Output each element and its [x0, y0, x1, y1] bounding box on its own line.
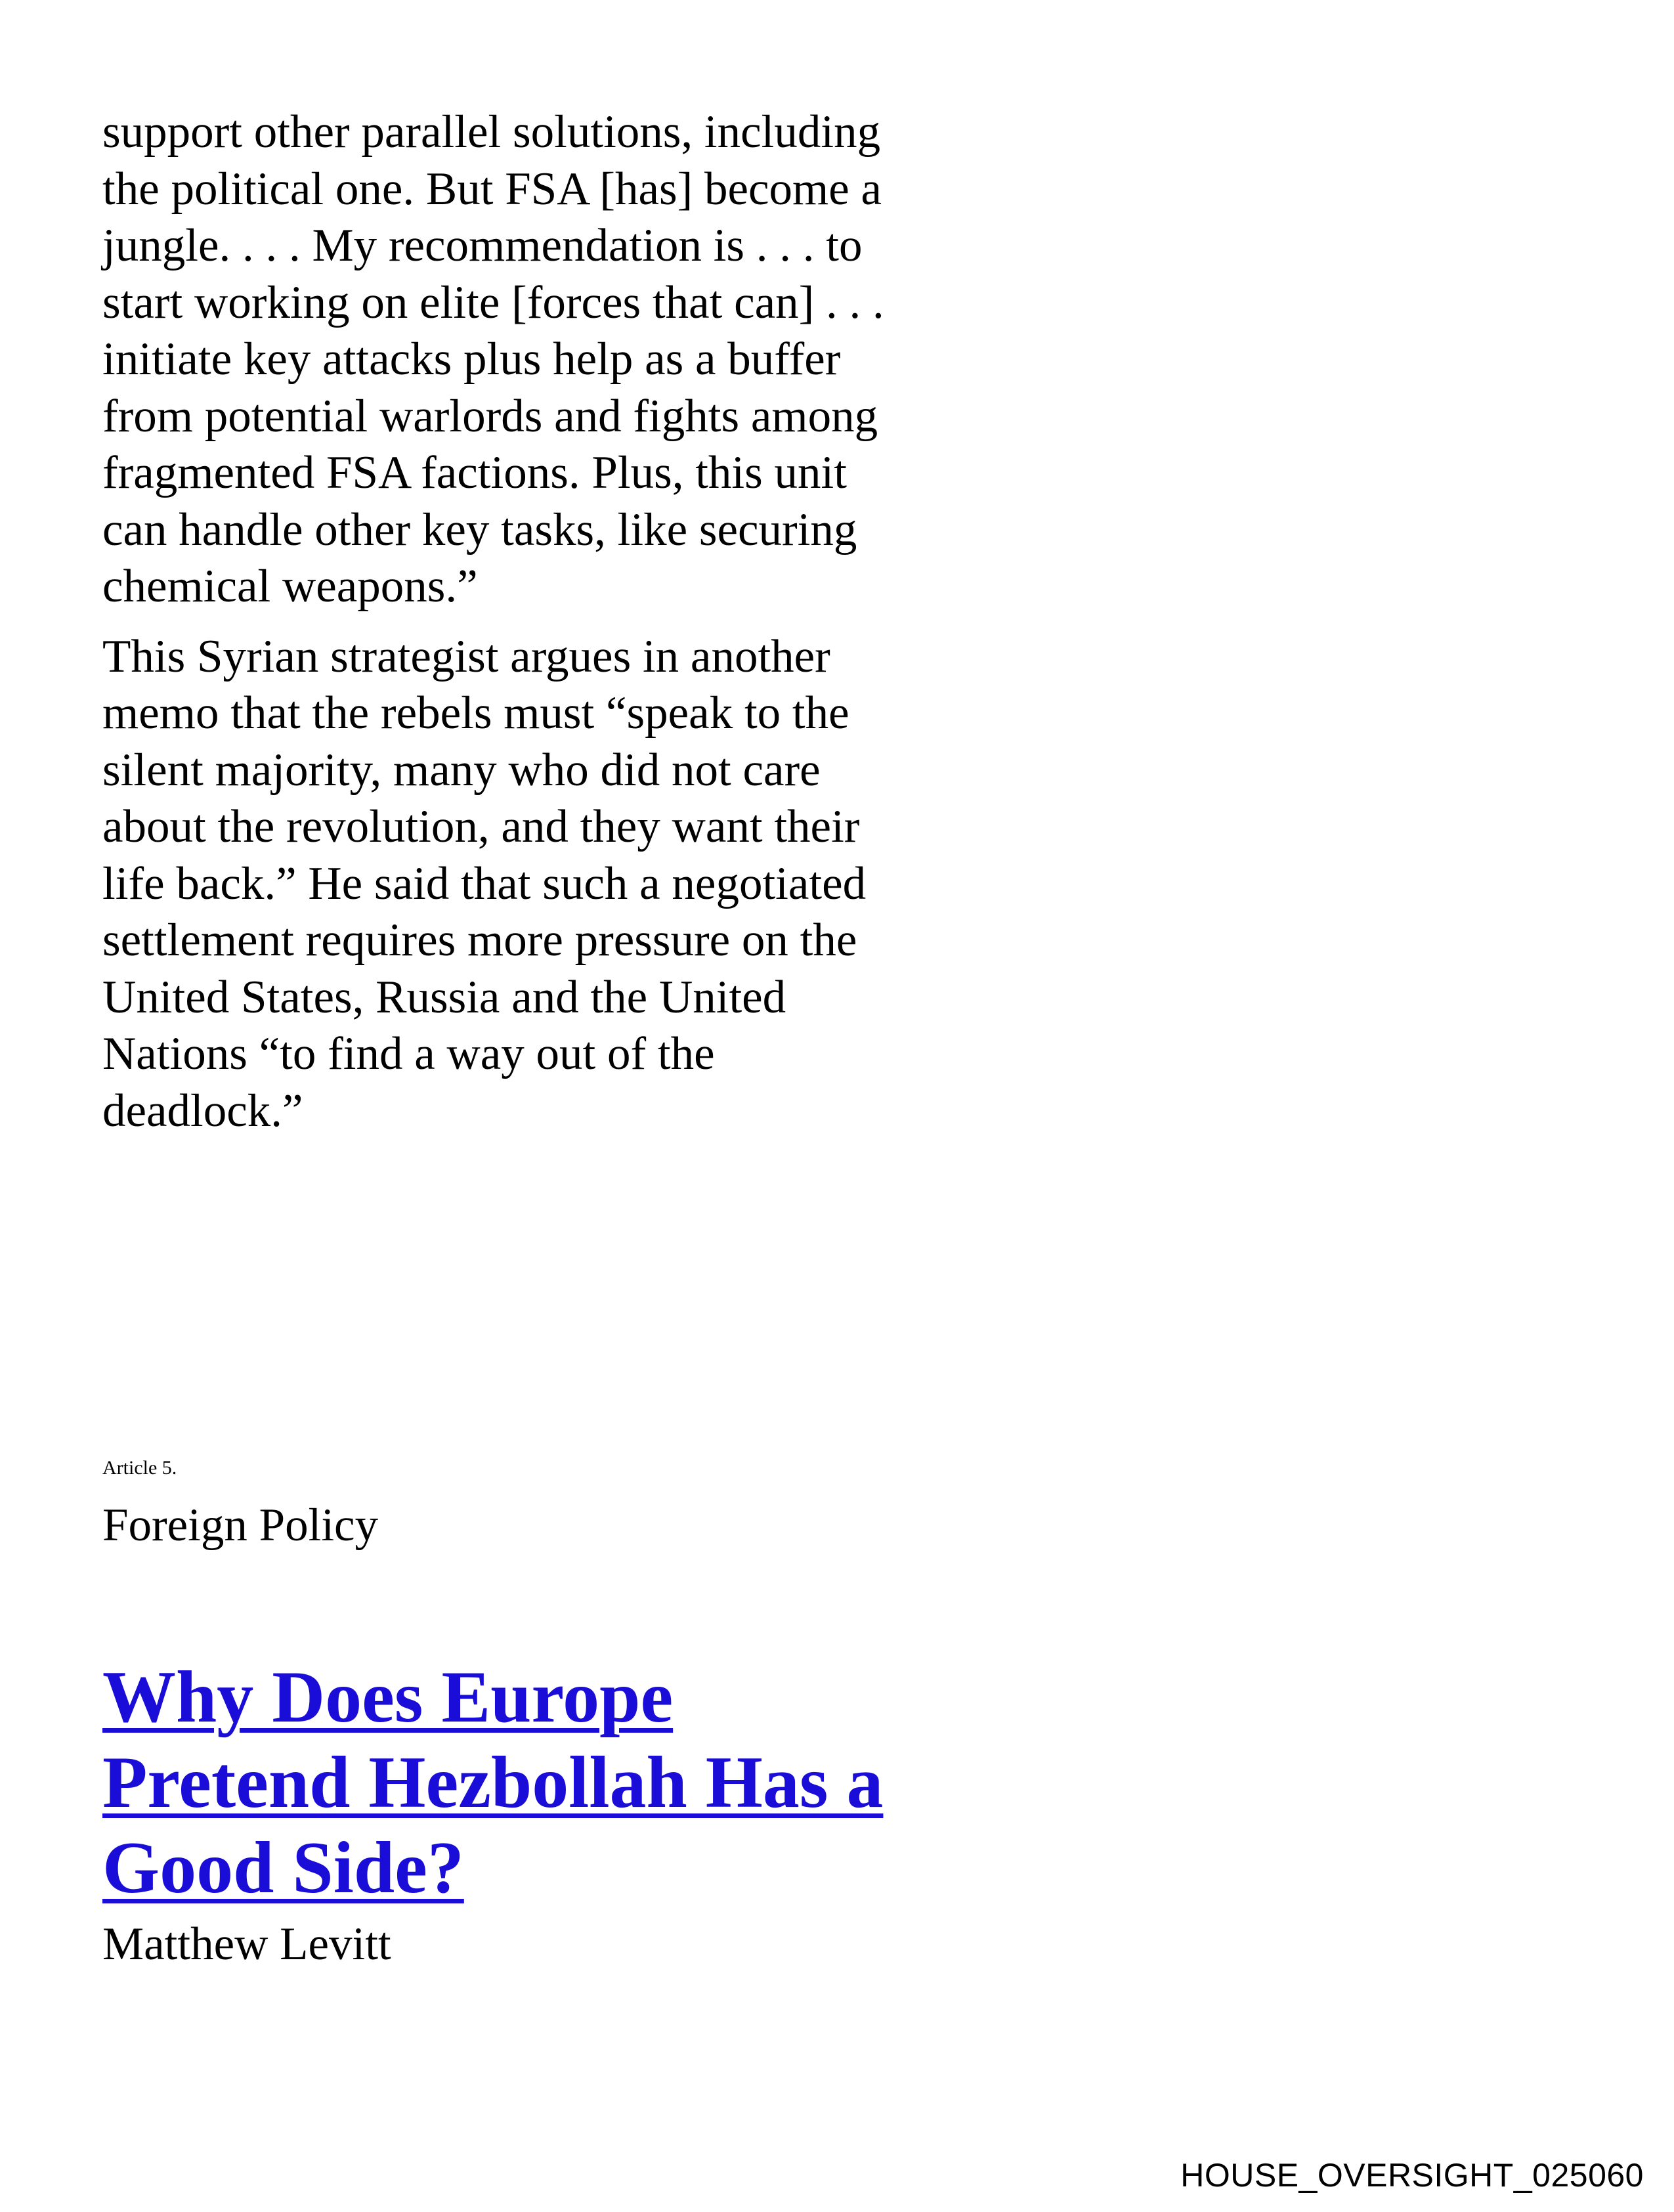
- article-headline: [102, 1569, 949, 1911]
- body-paragraph-2: This Syrian strategist argues in another memo that the rebels must “speak to the silent majority, many who did not care about the revolution, and they want their life back.” He said that such a negotiated settlement requires more pressure on the United States, Russia and the United Nations “to find a way out of the deadlock.”: [102, 630, 867, 1137]
- bates-number: HOUSE_OVERSIGHT_025060: [1180, 2157, 1644, 2194]
- publication-source: Foreign Policy: [102, 1500, 379, 1551]
- article-number-label: Article 5.: [102, 1457, 177, 1479]
- article-header-block: [102, 1456, 949, 1972]
- body-paragraph-1: support other parallel solutions, including the political one. But FSA [has] become a jungle. . . . My recommendation is . . . to start working on elite [forces that can] . . . initiate key attacks plus help as a buffer from potential warlords and fights among fragmented FSA factions. Plus, this unit can handle other key tasks, like securing chemical weapons.”: [102, 106, 884, 612]
- article-author: Matthew Levitt: [102, 1919, 391, 1970]
- article-headline-link[interactable]: Why Does Europe Pretend Hezbollah Has a Good Side?: [102, 1657, 884, 1909]
- article-body-continuation: [102, 104, 949, 1152]
